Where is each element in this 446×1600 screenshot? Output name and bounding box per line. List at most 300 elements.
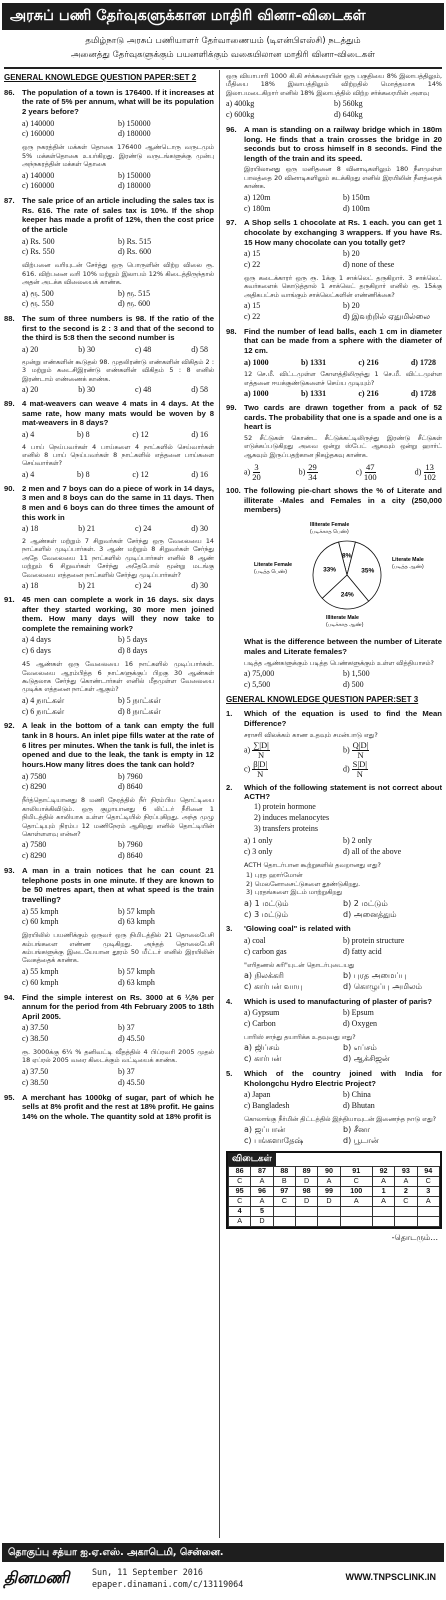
- option-d: d) Rs. 600: [118, 247, 152, 257]
- legend-literate-female: Literate Female: [254, 562, 293, 569]
- set2-heading: GENERAL KNOWLEDGE QUESTION PAPER:SET 2: [4, 73, 197, 82]
- option-a: [244, 741, 343, 760]
- question-93: [4, 866, 214, 989]
- fraction: [423, 463, 436, 482]
- answer-letter: [417, 1216, 439, 1226]
- question-95: [4, 1093, 214, 1122]
- answer-letter: C: [340, 1176, 372, 1186]
- epaper-meta: [92, 1567, 243, 1591]
- option-letter: c): [355, 467, 362, 477]
- question-94: [4, 993, 214, 1089]
- options-tamil: [22, 840, 214, 862]
- question-92: [4, 721, 214, 862]
- option-c: c) பங்களாதேஷ்: [244, 1136, 304, 1146]
- subtitle-line-1: தமிழ்நாடு அரசுப் பணியாளர் தேர்வாணையம் (டிஎன்பிஎஸ்சி) நடத்தும்: [85, 36, 361, 46]
- question-91: [4, 595, 214, 718]
- legend-literate-male-ta: (படித்த ஆண்): [392, 564, 424, 571]
- question-text: Which is used to manufacturing of plaster of paris?: [244, 996, 432, 1006]
- option-c: c) 180m: [244, 203, 271, 213]
- question-text: Which of the following statement is not correct about ACTH?: [244, 782, 442, 802]
- options: [22, 345, 214, 355]
- slice-value-label: 8%: [342, 552, 352, 560]
- fraction: [252, 463, 261, 482]
- answer-letter: C: [229, 1176, 251, 1186]
- option-letter: a): [244, 467, 251, 477]
- answer-question-number: 1: [372, 1186, 394, 1196]
- options-tamil: [244, 1043, 442, 1065]
- option-d: d) Oxygen: [343, 1019, 377, 1029]
- option-c: c) 6 நாட்கள்: [22, 706, 65, 716]
- option-d: d) கொழுப்பு அமிலம்: [343, 981, 423, 991]
- question-text-tamil: 2 ஆண்கள் மற்றும் 7 சிறுவர்கள் சேர்ந்து ஒரு வேலையை 14 நாட்களில் முடிப்பார்கள். 3 ஆண் மற்றும் 8 சிறுவர்கள் சேர்ந்து அதே வேலையை 11 நாட்களில் முடிப்பார்கள் எனில் 8 ஆண் மற்றும் 6 சிறுவர்கள் சேர்ந்து அதேபோல் மூன்று மடங்கு வேலையை எத்தனை நாட்களில் சேர்ந்து முடிப்பார்கள்?: [22, 536, 214, 579]
- question-text-tamil: "எரிதணல் கரி"யுடன் தொடர்புடையது: [244, 960, 355, 969]
- option-a: a) 140000: [22, 170, 55, 180]
- option-c: c) 160000: [22, 129, 55, 139]
- option-b: b) 2 மட்டும்: [343, 898, 388, 908]
- credit-bar: தொகுப்பு சத்யா ஐ.ஏ.எஸ். அகாடெமி, சென்னை.: [2, 1543, 444, 1562]
- question-88: [4, 314, 214, 395]
- option-c: c) 600kg: [226, 110, 255, 120]
- fraction: [252, 760, 268, 779]
- option-b: b) 57 kmph: [118, 966, 155, 976]
- legend-illiterate-female-ta: (படிக்காத பெண்): [310, 529, 349, 536]
- option-d: d) 30: [191, 524, 208, 534]
- question-86: [4, 88, 214, 192]
- answer-question-number: 100: [340, 1186, 372, 1196]
- option-b: b) எப்சம்: [343, 1043, 377, 1053]
- option-a: a) 4: [22, 469, 35, 479]
- option-a: a) 55 kmph: [22, 906, 59, 916]
- question-number: 92.: [4, 721, 15, 731]
- answer-letter: C: [417, 1176, 439, 1186]
- statement-item: 3) புரதங்களை இடம் மாற்றுகிறது: [246, 888, 343, 897]
- option-d: d) 16: [191, 429, 208, 439]
- option-d: d) fatty acid: [343, 946, 382, 956]
- header-divider: [4, 67, 442, 69]
- option-d: d) all of the above: [343, 847, 402, 857]
- option-b: b) Epsum: [343, 1008, 374, 1018]
- statement-list: [244, 802, 442, 834]
- answer-question-number: 5: [251, 1206, 273, 1216]
- answer-letter: A: [340, 1196, 372, 1206]
- question-text: Find the simple interest on Rs. 3000 at 6 ¼% per annum for the period from 4th February 2005 to 18th April 2005.: [22, 992, 214, 1021]
- answer-letter: [273, 1216, 295, 1226]
- option-c: c) 5,500: [244, 679, 271, 689]
- option-c: c) carbon gas: [244, 946, 287, 956]
- options-tamil: [22, 967, 214, 989]
- option-a: a) 400kg: [226, 99, 255, 109]
- option-c: c) 8290: [22, 782, 47, 792]
- question-text-tamil: மூன்று எண்களின் கூடுதல் 98. முதலிரண்டு எண்களின் விகிதம் 2 : 3 மற்றும் கடைசிஇரண்டு எண்களின் விகிதம் 5 : 8 எனில் இரண்டாம் எண்ணைக் காண்க.: [22, 357, 214, 383]
- answer-question-number: 88: [273, 1166, 295, 1176]
- question-text-tamil: சராசரி விலக்கம் காண உதவும் சமன்பாடு எது?: [244, 730, 378, 739]
- numerator: ∑|D|: [253, 740, 269, 751]
- option-letter: b): [343, 745, 350, 755]
- question-text-tamil: ACTH தொடர்பான கூற்றுகளில் தவறானது எது?: [244, 860, 381, 869]
- option-d: d) ரூ. 600: [118, 299, 151, 309]
- option-b: b) protein structure: [343, 936, 405, 946]
- option-d: [415, 463, 436, 482]
- option-a: a) 140000: [22, 118, 55, 128]
- answer-letter: [318, 1216, 340, 1226]
- option-b: [343, 741, 442, 760]
- option-letter: b): [298, 467, 306, 477]
- question-text-tamil: ஒரு கடைக்காரர் ஒரு ரூ. 1க்கு 1 சாக்லெட் தருகிறார். 3 சாக்லெட் கவர்களைக் கொடுத்தால் 1 சாக்லெட் தருகிறார் எனில் ரூ. 15க்கு அதிகபட்சம் வாங்கும் சாக்லெட்களின் எண்ணிக்கை?: [244, 273, 442, 299]
- numerator: S|D|: [352, 758, 367, 769]
- option-b: b) 1,500: [343, 669, 370, 679]
- option-d: d) 63 kmph: [118, 977, 155, 987]
- answer-question-number: 89: [295, 1166, 317, 1176]
- options: [244, 193, 442, 215]
- option-b: b) 7960: [118, 771, 143, 781]
- options: [244, 249, 442, 271]
- answer-question-number: 97: [273, 1186, 295, 1196]
- site-link[interactable]: WWW.TNPSCLINK.IN: [345, 1572, 436, 1582]
- answer-letter: A: [372, 1176, 394, 1186]
- options-tamil: [244, 1125, 442, 1147]
- answer-row: [229, 1206, 440, 1216]
- answer-letter: D: [251, 1216, 273, 1226]
- options: [244, 1008, 442, 1030]
- legend-illiterate-male-ta: (படிக்காத ஆண்): [326, 622, 364, 629]
- option-c: c) Bangladesh: [244, 1100, 290, 1110]
- option-b: b) புரத அமைப்பு: [343, 971, 407, 981]
- answer-letter: A: [417, 1196, 439, 1206]
- answer-question-number: [372, 1206, 394, 1216]
- denominator: 100: [363, 472, 377, 483]
- numerator: 47: [366, 462, 375, 473]
- numerator: 13: [425, 462, 434, 473]
- option-c: c) 38.50: [22, 1034, 49, 1044]
- answer-letter: D: [318, 1196, 340, 1206]
- answer-letter: [295, 1216, 317, 1226]
- epaper-link[interactable]: epaper.dinamani.com/c/13119064: [92, 1578, 244, 1589]
- option-a: a) நிலக்கரி: [244, 971, 284, 981]
- option-b: b) 8: [76, 469, 90, 479]
- option-b: b) சீனா: [343, 1125, 371, 1135]
- set3-question-4: [226, 997, 442, 1065]
- question-text-tamil: 52 சீட்டுகள் கொண்ட சீட்டுக்கட்டிலிருந்து இரண்டு சீட்டுகள் எடுக்கப்படுகிறது அவை ஒன்று ஸ்பேட் ஆகவும் ஒன்று ஹார்ட் ஆகவும் இருப்பதற்கான நிகழ்தகவு காண்க.: [244, 433, 442, 459]
- option-b: b) 37: [118, 1023, 135, 1033]
- option-a: a) Rs. 500: [22, 236, 55, 246]
- option-b: b) 1331: [300, 357, 327, 367]
- options: [22, 119, 214, 141]
- page-title: அரசுப் பணி தேர்வுகளுக்கான மாதிரி வினா-விடைகள்: [2, 3, 444, 30]
- question-95-continued: [226, 72, 442, 121]
- option-d: [343, 760, 442, 779]
- option-a: a) 75,000: [244, 669, 275, 679]
- option-a: a) 4 நாட்கள்: [22, 695, 65, 705]
- column-divider: [219, 70, 220, 1538]
- question-text-tamil: 12 செ.மீ. விட்டமுள்ள கோளத்திலிருந்து 1 செ.மீ. விட்டமுள்ள எத்தனை ஈயக்குண்டுகளைச் செய்ய முடியும்?: [244, 370, 442, 387]
- answer-question-number: 4: [229, 1206, 251, 1216]
- option-c: c) 48: [135, 345, 152, 355]
- legend-illiterate-male: Illiterate Male: [326, 615, 359, 622]
- question-number: 87.: [4, 196, 15, 206]
- literacy-pie-chart: [252, 519, 442, 631]
- legend-illiterate-female: Illiterate Female: [310, 522, 350, 529]
- question-97: [226, 218, 442, 322]
- option-b: b) 20: [343, 301, 360, 311]
- options-tamil: [22, 385, 214, 395]
- options: [22, 635, 214, 657]
- option-a: a) 20: [22, 385, 39, 395]
- answer-question-number: 92: [372, 1166, 394, 1176]
- option-a: a) 4 days: [22, 635, 51, 645]
- option-a: a) 1000: [244, 357, 269, 367]
- question-99: [226, 403, 442, 482]
- option-d: d) 16: [191, 469, 208, 479]
- options-tamil: [244, 389, 442, 399]
- options: [244, 836, 442, 858]
- option-c: c) 3 மட்டும்: [244, 909, 289, 919]
- options-fractions: [244, 741, 442, 779]
- question-90: [4, 484, 214, 591]
- numerator: β|D|: [253, 758, 268, 769]
- answer-question-number: 3: [417, 1186, 439, 1196]
- question-text-tamil: ரூ. 3000க்கு 6¼ % தனிவட்டி வீதத்தில் 4 பிப்ரவரி 2005 முதல் 18 ஏப்ரல் 2005 வரை கிடைக்கும் வட்டியைக் காண்க.: [22, 1048, 214, 1065]
- question-text: 2 men and 7 boys can do a piece of work in 14 days, 3 men and 8 boys can do the same in 11 days. Then 8 men and 6 boys can do three times the amount of this work in: [22, 483, 214, 522]
- option-a: a) ஜப்பான்: [244, 1125, 286, 1135]
- denominator: N: [257, 768, 264, 779]
- option-c: c) கார்பன் வாயு: [244, 981, 303, 991]
- answer-table: [228, 1166, 440, 1227]
- question-number: 2.: [226, 782, 233, 792]
- question-text: 'Glowing coal" is related with: [244, 924, 351, 934]
- option-d: d) 45.50: [118, 1077, 145, 1087]
- option-b: b) China: [343, 1090, 371, 1100]
- answer-letter: A: [251, 1176, 273, 1186]
- answer-row: [229, 1186, 440, 1196]
- option-c: c) 6 days: [22, 646, 51, 656]
- option-b: b) 30: [78, 385, 95, 395]
- option-c: c) 38.50: [22, 1077, 49, 1087]
- answer-question-number: 90: [318, 1166, 340, 1176]
- option-a: [244, 463, 261, 482]
- options: [22, 907, 214, 929]
- numerator: 3: [254, 462, 259, 473]
- options: [244, 358, 442, 368]
- denominator: 102: [423, 472, 436, 483]
- denominator: 34: [308, 472, 317, 483]
- left-column: [4, 72, 214, 1540]
- question-number: 93.: [4, 866, 15, 876]
- question-number: 99.: [226, 403, 237, 413]
- question-text-tamil: இரயிலானது ஒரு மனிதனை 8 வினாடிகளிலும் 180 நீளமுள்ள பாலத்தை 20 வினாடிகளிலும் கடக்கிறது எனில் இரயிலின் நீளத்தைக் காண்க.: [244, 165, 442, 191]
- answer-letter: A: [229, 1216, 251, 1226]
- option-a: a) 18: [22, 524, 39, 534]
- option-b: [299, 463, 318, 482]
- option-d: d) அனைத்தும்: [343, 909, 397, 919]
- option-c: c) 22: [244, 260, 261, 270]
- answer-key-heading: விடைகள்: [228, 1153, 276, 1166]
- question-number: 91.: [4, 594, 15, 604]
- question-text: Two cards are drawn together from a pack of 52 cards. The probability that one is a spade and one is a heart is: [244, 403, 442, 432]
- option-letter: c): [244, 764, 251, 774]
- question-number: 1.: [226, 709, 233, 719]
- option-c: c) 216: [358, 357, 379, 367]
- answer-row: [229, 1196, 440, 1206]
- option-b: b) ரூ. 515: [118, 288, 151, 298]
- question-text: 45 men can complete a work in 16 days. six days after they started working, 30 more men joined them. How many days will they now take to complete the remaining work?: [22, 594, 214, 633]
- option-a: a) ரூ. 500: [22, 288, 54, 298]
- publish-date: Sun, 11 September 2016: [92, 1567, 203, 1577]
- option-c: c) 60 kmph: [22, 917, 59, 927]
- question-100: [226, 486, 442, 690]
- question-text: Which of the country joined with India for Kholongchu Hydro Electric Project?: [244, 1068, 442, 1088]
- slice-value-label: 33%: [323, 566, 337, 574]
- option-b: b) 21: [78, 524, 95, 534]
- option-a: a) 20: [22, 345, 39, 355]
- option-c: c) 24: [135, 524, 152, 534]
- answer-letter: [395, 1216, 417, 1226]
- option-b: b) Rs. 515: [118, 236, 152, 246]
- option-a: a) 7580: [22, 840, 47, 850]
- option-b: b) 7960: [118, 840, 143, 850]
- question-text-tamil: கொலாங்கு நீர்மின் திட்டத்தில் இந்தியாவுடன் இணைந்த நாடு எது?: [244, 1114, 436, 1123]
- option-d: d) இவற்றில் ஏதுமில்லை: [343, 312, 430, 322]
- answer-letter: D: [295, 1176, 317, 1186]
- set3-question-2: [226, 783, 442, 921]
- option-a: a) Gypsum: [244, 1008, 280, 1018]
- fraction: [352, 741, 370, 760]
- question-89: [4, 399, 214, 480]
- answer-letter: C: [395, 1196, 417, 1206]
- answer-key: [226, 1151, 442, 1229]
- statement-item: 2) induces melanocytes: [254, 812, 330, 822]
- denominator: N: [257, 749, 265, 760]
- option-b: b) 150000: [118, 118, 151, 128]
- option-a: a) 1000: [244, 389, 269, 399]
- answer-question-number: 96: [251, 1186, 273, 1196]
- answer-question-number: [295, 1206, 317, 1216]
- question-text-tamil: 4 பாய் நெய்பவர்கள் 4 பாய்களை 4 நாட்களில் செய்வார்கள் எனில் 8 பாய் நெய்பவர்கள் 8 நாட்களில் எத்தனை பாய்களை செய்வார்கள்?: [22, 442, 214, 468]
- question-text-tamil: ஒரு நகரத்தின் மக்கள் தொகை 176400 ஆண்டொரு வருடமும் 5% மக்கள்தொகை உயர்கிறது. இரண்டு வருடங்களுக்கு முன்பு அந்நகரத்தின் மக்கள் தொகை: [22, 143, 214, 169]
- option-d: d) Bhutan: [343, 1100, 375, 1110]
- question-number: 94.: [4, 992, 15, 1002]
- option-c: c) Carbon: [244, 1019, 276, 1029]
- answer-row: [229, 1166, 440, 1176]
- statement-item: 1) புரத ஹார்மோன்: [246, 871, 303, 880]
- answer-letter: [372, 1216, 394, 1226]
- option-d: d) 8 நாட்கள்: [118, 706, 161, 716]
- fraction: [307, 463, 318, 482]
- answer-letter: A: [251, 1196, 273, 1206]
- option-a: a) 15: [244, 249, 261, 259]
- option-b: b) 20: [343, 249, 360, 259]
- option-b: b) 37: [118, 1066, 135, 1076]
- option-b: b) 8: [76, 429, 90, 439]
- answer-question-number: 99: [318, 1186, 340, 1196]
- option-b: b) 1331: [300, 389, 327, 399]
- options-fractions: [244, 463, 442, 482]
- question-96: [226, 125, 442, 214]
- question-number: 89.: [4, 398, 15, 408]
- options-tamil: [22, 1067, 214, 1089]
- option-c: c) Rs. 550: [22, 247, 55, 257]
- statement-item: 2) மெலனோசைட்டுகளை தூண்டுகிறது.: [246, 879, 361, 888]
- denominator: 20: [252, 472, 261, 483]
- question-text: A Shop sells 1 chocolate at Rs. 1 each. you can get 1 chocolate by exchanging 3 wrappers. If you have Rs. 15 How many chocolate can you totally get?: [244, 218, 442, 247]
- options: [244, 936, 442, 958]
- options: [22, 772, 214, 794]
- option-d: d) 500: [343, 679, 364, 689]
- answer-question-number: [417, 1206, 439, 1216]
- legend-literate-male: Literate Male: [392, 557, 424, 564]
- options-tamil: [22, 581, 214, 591]
- question-number: 88.: [4, 314, 15, 324]
- answer-question-number: 93: [395, 1166, 417, 1176]
- answer-row: [229, 1216, 440, 1226]
- option-a: a) 37.50: [22, 1066, 49, 1076]
- statement-item: 3) transfers proteins: [254, 823, 318, 833]
- answer-question-number: [395, 1206, 417, 1216]
- option-b: b) 560kg: [334, 99, 363, 109]
- option-b: b) 57 kmph: [118, 906, 155, 916]
- question-98: [226, 327, 442, 399]
- option-a: a) 7580: [22, 771, 47, 781]
- option-a: a) 1 only: [244, 836, 273, 846]
- option-d: d) 1728: [410, 357, 436, 367]
- answer-letter: A: [395, 1176, 417, 1186]
- option-a: a) 15: [244, 301, 261, 311]
- option-c: c) 48: [135, 385, 152, 395]
- answer-question-number: 91: [340, 1166, 372, 1176]
- option-c: c) 22: [244, 312, 261, 322]
- fraction: [352, 760, 368, 779]
- option-d: d) 180000: [118, 129, 151, 139]
- option-a: a) 37.50: [22, 1023, 49, 1033]
- question-number: 96.: [226, 124, 237, 134]
- subtitle-line-2: அனைத்து தேர்வுகளுக்கும் பயனளிக்கும் வகையிலான மாதிரி வினா-விடைகள்: [70, 50, 376, 60]
- option-a: a) coal: [244, 936, 266, 946]
- statement-list-tamil: [244, 871, 442, 896]
- option-d: d) none of these: [343, 260, 395, 270]
- statement-item: 1) protein hormone: [254, 802, 316, 811]
- option-c: c) ரூ. 550: [22, 299, 54, 309]
- question-text-tamil: நீர்த்தொட்டியானது 8 மணி நேரத்தில் நீர் நிரம்பிய தொட்டியை காலியாக்கிவிடும். ஒரு குழாயானது 6 லிட்டர் நீரினை 1 நிமிடத்தில் காலியாக உள்ள தொட்டியில் நிரப்புகிறது. அந்த முழு தொட்டியும் நிரம்ப 12 மணிநேரம் ஆகிறது எனில் தொட்டியின் கொள்ளளவு என்ன?: [22, 796, 214, 838]
- option-d: d) 8640: [118, 782, 143, 792]
- options: [22, 524, 214, 534]
- dinamani-logo: தினமணி: [4, 1568, 70, 1587]
- question-text: A merchant has 1000kg of sugar, part of which he sells at 8% profit and the rest at 18% profit. He gains 14% on the whole. The quantity sold at 18% profit is: [22, 1092, 214, 1121]
- question-text: The following pie-chart shows the % of Literate and illiterate -Males and Females in a city (250,000 members): [244, 486, 442, 515]
- legend-literate-female-ta: (படித்த பெண்): [254, 569, 287, 576]
- answer-question-number: 98: [295, 1186, 317, 1196]
- denominator: N: [356, 768, 363, 779]
- continued-note: -தொடரும்...: [391, 1232, 438, 1242]
- question-text: A man in a train notices that he can count 21 telephone posts in one minute. If they are known to be 50 metres apart, then at what speed is the train travelling?: [22, 866, 214, 904]
- answer-question-number: 86: [229, 1166, 251, 1176]
- options-tamil: [22, 470, 214, 480]
- answer-question-number: [273, 1206, 295, 1216]
- fraction: [364, 463, 377, 482]
- option-d: d) 8 days: [118, 646, 148, 656]
- option-c: c) 12: [132, 469, 149, 479]
- set3-question-1: [226, 709, 442, 778]
- option-c: c) 24: [135, 581, 152, 591]
- question-number: 90.: [4, 483, 15, 493]
- question-87: [4, 196, 214, 310]
- answer-letter: [340, 1216, 372, 1226]
- options: [22, 1023, 214, 1045]
- option-b: b) 2 only: [343, 836, 372, 846]
- question-text: Which of the equation is used to find the Mean Difference?: [244, 709, 442, 728]
- question-text-tamil: படித்த ஆண்களுக்கும் படித்த பெண்களுக்கும் உள்ள வித்தியாசம்?: [244, 658, 434, 667]
- question-text-tamil: விற்பனை வரியுடன் சேர்த்து ஒரு பொருளின் விற்ற விலை ரூ. 616. விற்பனை வரி 10% மற்றும் இலாபம் 12% கிடைத்திருந்தால் அதன் அடக்க விலையைக் காண்க.: [22, 261, 214, 287]
- answer-question-number: [318, 1206, 340, 1216]
- options-tamil: [244, 301, 442, 323]
